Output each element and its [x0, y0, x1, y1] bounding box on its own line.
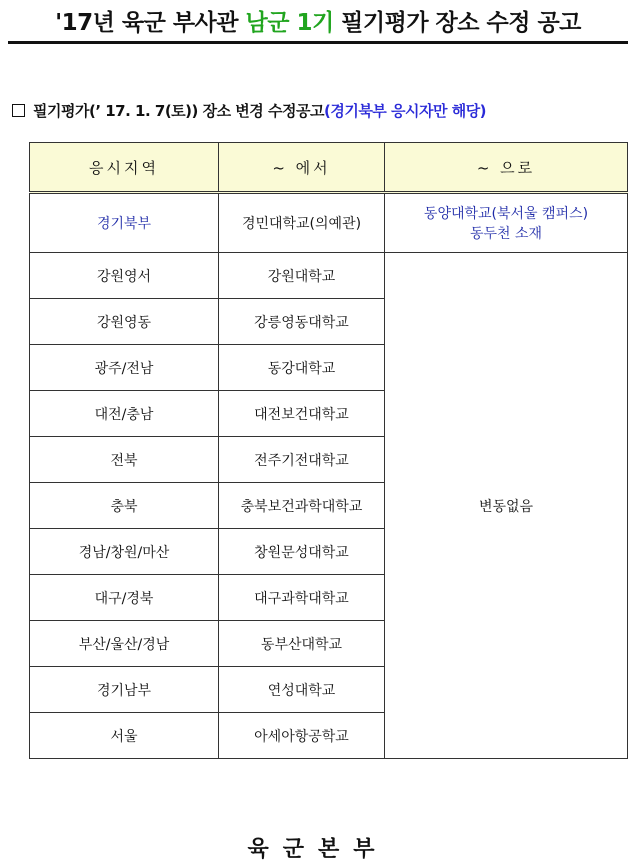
- region-cell: 강원영서: [30, 253, 219, 299]
- region-cell: 대구/경북: [30, 575, 219, 621]
- notice-highlight: (경기북부 응시자만 해당): [323, 102, 487, 120]
- region-cell: 부산/울산/경남: [30, 621, 219, 667]
- table-row-changed: [30, 193, 628, 253]
- from-cell: 경민대학교(의예관): [219, 193, 385, 253]
- region-cell: 충북: [30, 483, 219, 529]
- region-cell: 경기남부: [30, 667, 219, 713]
- region-cell: 광주/전남: [30, 345, 219, 391]
- header-region: 응시지역: [30, 143, 219, 193]
- notice-main: 필기평가(’ 17. 1. 7(토)) 장소 변경 수정공고: [33, 102, 324, 120]
- unchanged-cell: 변동없음: [385, 253, 628, 759]
- to-line-1: 동양대학교(북서울 캠퍼스): [423, 206, 589, 222]
- from-cell: 창원문성대학교: [219, 529, 385, 575]
- from-cell: 강릉영동대학교: [219, 299, 385, 345]
- from-cell: 연성대학교: [219, 667, 385, 713]
- from-cell: 강원대학교: [219, 253, 385, 299]
- to-cell: [385, 193, 628, 253]
- page-title: [8, 6, 628, 40]
- title-highlight: 남군 1기: [245, 10, 334, 36]
- notice-line: [12, 99, 628, 123]
- region-cell: 경기북부: [30, 193, 219, 253]
- from-cell: 충북보건과학대학교: [219, 483, 385, 529]
- checkbox-square-icon: [12, 104, 25, 117]
- table-row: [30, 253, 628, 299]
- from-cell: 대전보건대학교: [219, 391, 385, 437]
- from-cell: 동부산대학교: [219, 621, 385, 667]
- title-part-1: '17년 육군 부사관: [55, 10, 246, 36]
- issuer-signature: 육군본부: [247, 837, 389, 862]
- table-header-row: [30, 143, 628, 193]
- region-cell: 강원영동: [30, 299, 219, 345]
- from-cell: 동강대학교: [219, 345, 385, 391]
- from-cell: 전주기전대학교: [219, 437, 385, 483]
- header-to: ~ 으로: [385, 143, 628, 193]
- header-from: ~ 에서: [219, 143, 385, 193]
- title-part-3: 필기평가 장소 수정 공고: [333, 10, 581, 36]
- to-line-2: 동두천 소재: [469, 226, 543, 242]
- title-underline: [8, 41, 628, 44]
- region-cell: 대전/충남: [30, 391, 219, 437]
- exam-location-table: [29, 142, 628, 759]
- from-cell: 아세아항공학교: [219, 713, 385, 759]
- region-cell: 전북: [30, 437, 219, 483]
- region-cell: 경남/창원/마산: [30, 529, 219, 575]
- from-cell: 대구과학대학교: [219, 575, 385, 621]
- region-cell: 서울: [30, 713, 219, 759]
